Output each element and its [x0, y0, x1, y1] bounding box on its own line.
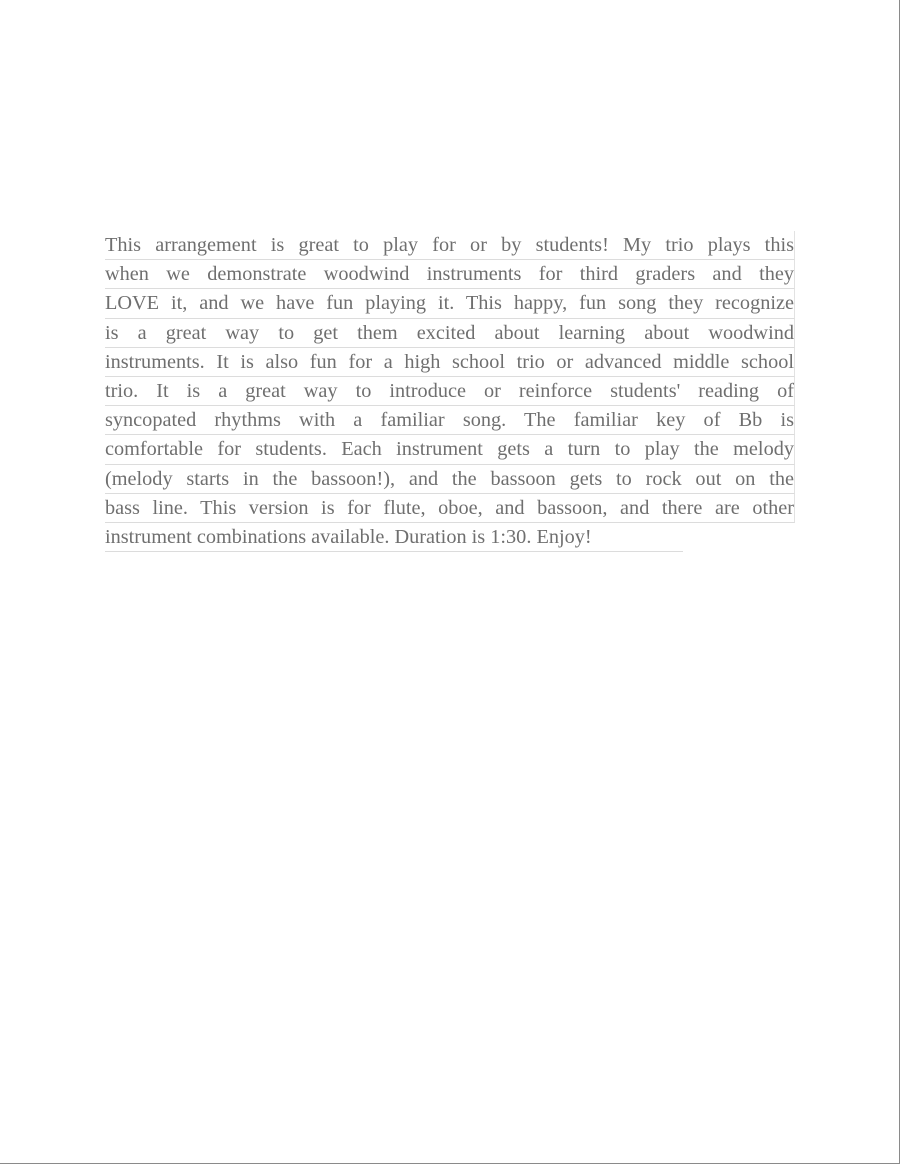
description-line-5: instruments. It is also fun for a high school trio or advanced middle school	[105, 348, 795, 377]
description-paragraph	[105, 231, 795, 552]
description-line-11: instrument combinations available. Duration is 1:30. Enjoy!	[105, 523, 683, 552]
description-line-1: This arrangement is great to play for or by students! My trio plays this	[105, 231, 795, 260]
description-line-3: LOVE it, and we have fun playing it. This happy, fun song they recognize	[105, 289, 795, 318]
description-line-6: trio. It is a great way to introduce or reinforce students' reading of	[105, 377, 795, 406]
description-line-7: syncopated rhythms with a familiar song. The familiar key of Bb is	[105, 406, 795, 435]
description-line-2: when we demonstrate woodwind instruments for third graders and they	[105, 260, 795, 289]
description-line-8: comfortable for students. Each instrument gets a turn to play the melody	[105, 435, 795, 464]
description-line-4: is a great way to get them excited about learning about woodwind	[105, 319, 795, 348]
description-line-10: bass line. This version is for flute, oboe, and bassoon, and there are other	[105, 494, 795, 523]
description-line-9: (melody starts in the bassoon!), and the bassoon gets to rock out on the	[105, 465, 795, 494]
